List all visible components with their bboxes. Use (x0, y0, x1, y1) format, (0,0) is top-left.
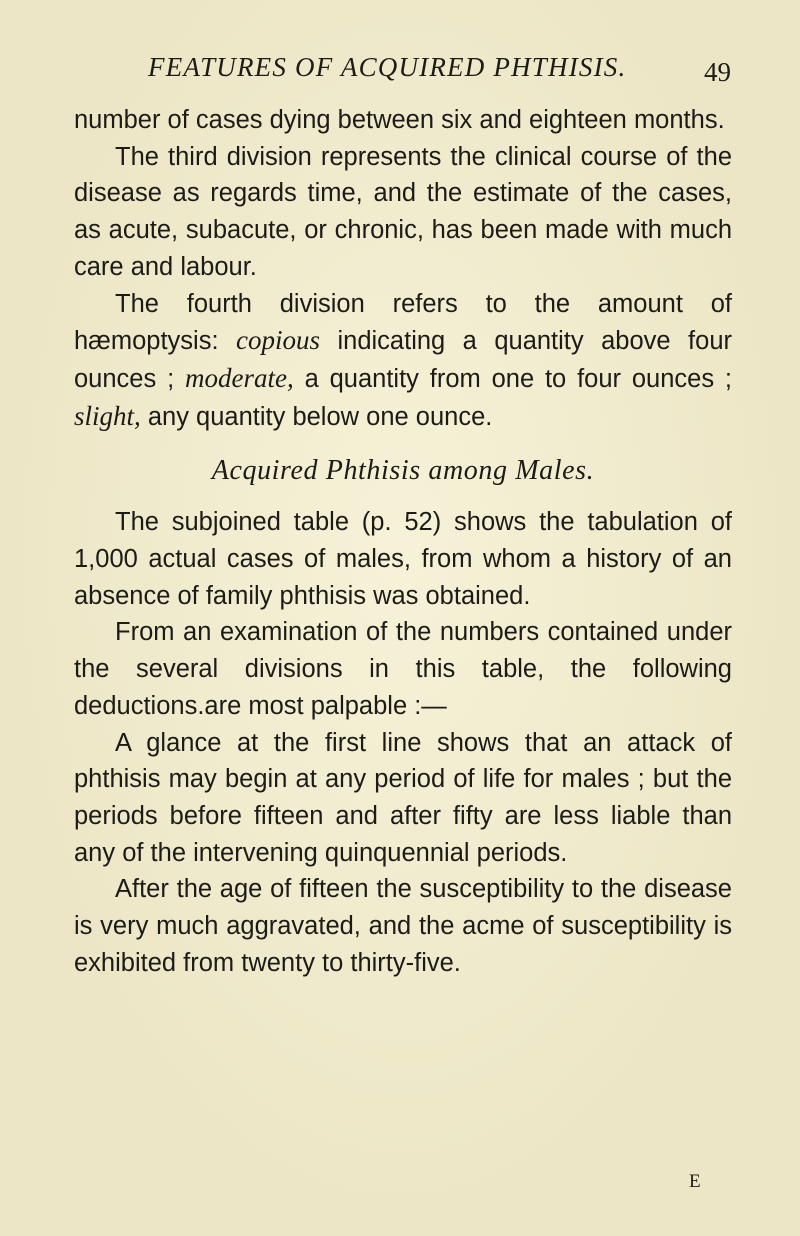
page-number: 49 (704, 57, 731, 87)
body-text (74, 102, 732, 981)
running-title: FEATURES OF ACQUIRED PHTHISIS. (148, 52, 627, 82)
term-copious: copious (236, 325, 321, 356)
paragraph-continuation: number of cases dying between six and eighteen months. (74, 106, 725, 134)
paragraph-third-division: The third division represents the clinical course of the disease as regards time, and the estimate of the cases, as acute, subacute, or chronic, has been made with much care and labour. (74, 142, 732, 281)
text-run: any quantity below one ounce. (140, 402, 493, 431)
page-header (0, 50, 800, 90)
paragraph-after-fifteen: After the age of fifteen the susceptibility to the disease is very much aggravated, and the acme of susceptibility is exhibited from twenty to thirty-five. (74, 875, 732, 977)
term-slight: slight, (74, 400, 141, 431)
paragraph-fourth-division (74, 286, 732, 436)
text-run: a quantity from one to four ounces ; (293, 364, 732, 393)
signature-mark: E (689, 1171, 701, 1192)
text-run: indicating a quantity above four ounces ; (74, 327, 732, 393)
paragraph-subjoined-table: The subjoined table (p. 52) shows the tabulation of 1,000 actual cases of males, from whom a history of an absence of family phthisis was obtained. (74, 508, 732, 610)
paragraph-first-line: A glance at the first line shows that an attack of phthisis may begin at any period of life for males ; but the periods before fifteen and after fifty are less liable than any of the intervening quinquennial periods. (74, 728, 732, 867)
paragraph-examination: From an examination of the numbers contained under the several divisions in this table, the following deductions.are most palpable :— (74, 618, 732, 720)
term-moderate: moderate, (185, 362, 294, 393)
text-run: The fourth division refers to the amount of hæmoptysis: (74, 289, 732, 356)
section-heading: Acquired Phthisis among Males. (211, 455, 595, 487)
